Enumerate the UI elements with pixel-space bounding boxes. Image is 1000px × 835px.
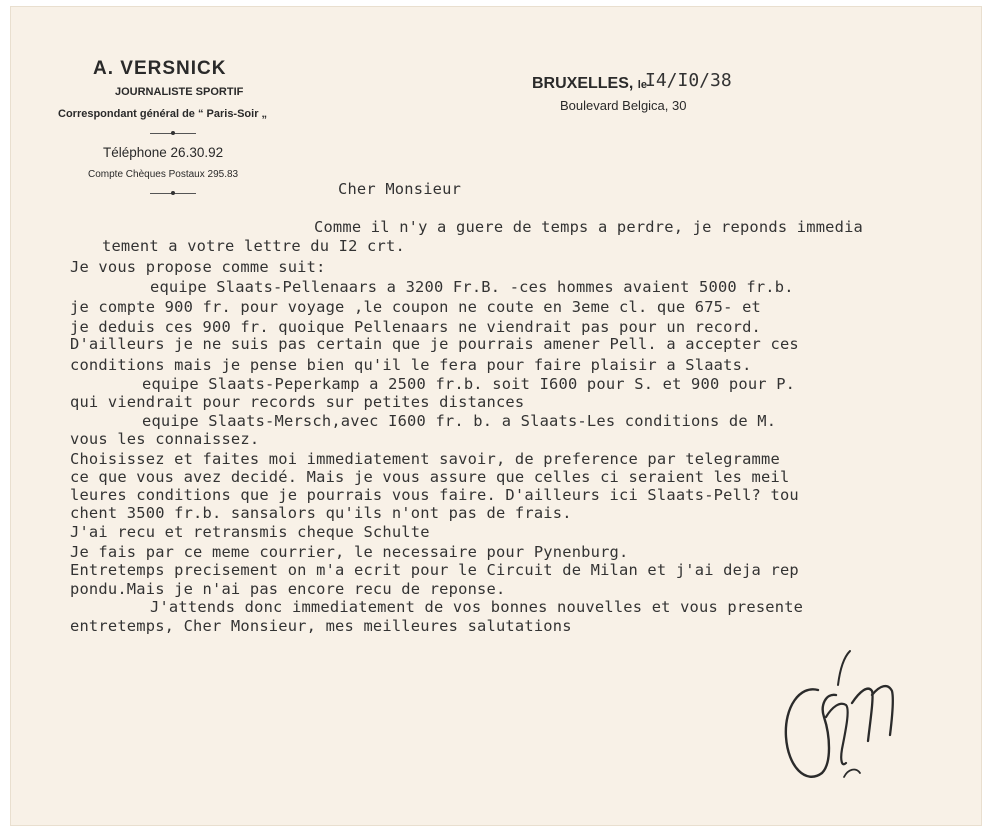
letter-line: entretemps, Cher Monsieur, mes meilleures salutations — [70, 617, 572, 635]
letter-line: equipe Slaats-Mersch,avec I600 fr. b. a Slaats-Les conditions de M. — [142, 412, 777, 430]
letter-line: J'ai recu et retransmis cheque Schulte — [70, 523, 430, 541]
letterhead-telephone: Téléphone 26.30.92 — [103, 145, 224, 160]
letter-line: vous les connaissez. — [70, 430, 260, 448]
letter-line: tement a votre lettre du I2 crt. — [102, 237, 405, 255]
letter-line: je compte 900 fr. pour voyage ,le coupon ne coute en 3eme cl. que 675- et — [70, 298, 762, 316]
ornament-divider — [150, 133, 196, 134]
salutation: Cher Monsieur — [338, 180, 462, 198]
letter-line: Je fais par ce meme courrier, le necessaire pour Pynenburg. — [70, 543, 629, 561]
letterhead-address: Boulevard Belgica, 30 — [560, 98, 687, 113]
letter-line: pondu.Mais je n'ai pas encore recu de reponse. — [70, 580, 506, 598]
letter-line: J'attends donc immediatement de vos bonnes nouvelles et vous presente — [150, 598, 804, 616]
letter-line: Je vous propose comme suit: — [70, 258, 326, 276]
date-prefix: le — [637, 79, 647, 91]
letter-line: Choisissez et faites moi immediatement savoir, de preference par telegramme — [70, 450, 780, 468]
ornament-divider — [150, 193, 196, 194]
letterhead-profession: JOURNALISTE SPORTIF — [115, 86, 244, 98]
letter-line: Comme il n'y a guere de temps a perdre, je reponds immedia — [314, 218, 864, 236]
handwritten-signature — [770, 645, 920, 795]
letter-line: leures conditions que je pourrais vous faire. D'ailleurs ici Slaats-Pell? tou — [70, 486, 799, 504]
letterhead-correspondent: Correspondant général de “ Paris-Soir „ — [58, 108, 268, 120]
letterhead-city — [532, 75, 647, 93]
letter-line: D'ailleurs je ne suis pas certain que je pourrais amener Pell. a accepter ces — [70, 335, 799, 353]
city-name: BRUXELLES, — [532, 75, 634, 92]
letter-line: equipe Slaats-Peperkamp a 2500 fr.b. soit I600 pour S. et 900 pour P. — [142, 375, 796, 393]
letter-line: ce que vous avez decidé. Mais je vous assure que celles ci seraient les meil — [70, 468, 790, 486]
letter-line: Entretemps precisement on m'a ecrit pour le Circuit de Milan et j'ai deja rep — [70, 561, 799, 579]
letterhead-postal-account: Compte Chèques Postaux 295.83 — [88, 169, 239, 180]
letter-line: je deduis ces 900 fr. quoique Pellenaars ne viendrait pas pour un record. — [70, 318, 762, 336]
letter-line: conditions mais je pense bien qu'il le fera pour faire plaisir a Slaats. — [70, 356, 752, 374]
letter-date: I4/I0/38 — [645, 70, 732, 91]
letter-line: equipe Slaats-Pellenaars a 3200 Fr.B. -ces hommes avaient 5000 fr.b. — [150, 278, 794, 296]
letter-line: chent 3500 fr.b. sansalors qu'ils n'ont pas de frais. — [70, 504, 572, 522]
letterhead-name: A. VERSNICK — [93, 58, 227, 79]
letter-line: qui viendrait pour records sur petites distances — [70, 393, 525, 411]
